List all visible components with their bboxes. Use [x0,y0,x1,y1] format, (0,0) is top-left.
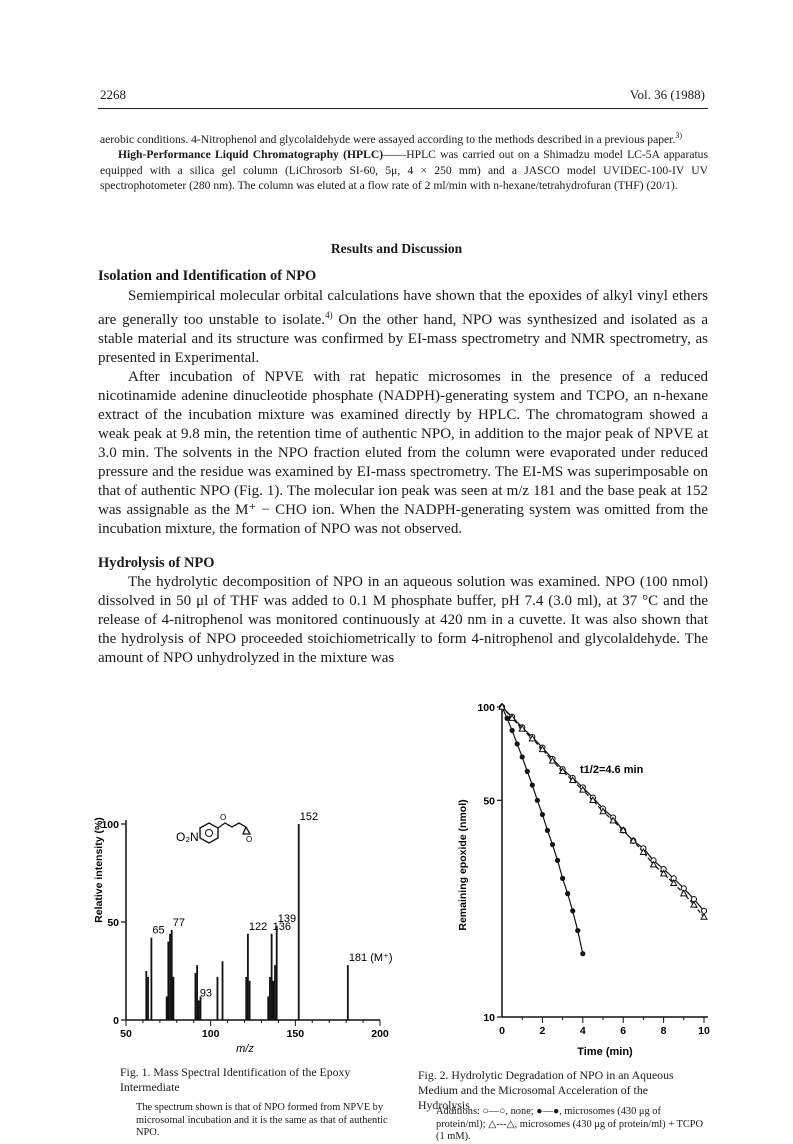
aromatic-circle [206,830,213,837]
fig2-point-filled [560,876,565,881]
citation-ref: 4) [325,310,333,320]
fig1-y-tick-label: 0 [113,1015,119,1027]
figure-2-degradation [440,695,730,1060]
fig2-point-filled [540,812,545,817]
fig2-x-tick-label: 10 [698,1025,710,1037]
fig2-series-line [502,707,583,954]
fig2-series [499,704,707,957]
epoxide-o: O [246,835,253,844]
fig2-point-filled [580,951,585,956]
ether-o: O [220,813,227,822]
fig1-x-tick-label: 150 [286,1028,305,1040]
fig2-y-axis-label: Remaining epoxide (nmol) [457,799,469,931]
fig2-caption: Fig. 2. Hydrolytic Degradation of NPO in an Aqueous Medium and the Microsomal Acceleration of the Hydrolysis [418,1068,674,1112]
fig2-note: Additions: ○—○, none; ●—●, microsomes (430 μg of protein/ml); △---△, microsomes (430 μg of protein/ml) + TCPO (1 mM). [436,1106,704,1142]
epoxide-chain [218,823,250,834]
hplc-paragraph [100,147,708,194]
page-number: 2268 [100,87,126,102]
fig2-y-tick-label: 50 [483,795,495,808]
fig1-caption: Fig. 1. Mass Spectral Identification of the Epoxy Intermediate [120,1065,351,1094]
fig1-peak-label: 93 [199,987,213,1000]
fig1-x-tick-label: 200 [371,1028,389,1040]
fig2-x-tick-label: 6 [620,1025,627,1037]
fig1-x-tick-label: 100 [201,1028,220,1040]
fig1-peak-label: 181 (M⁺) [348,952,393,965]
fig2-point-filled [510,728,515,733]
fig2-x-tick-label: 8 [660,1025,667,1037]
fig2-point-filled [570,908,575,913]
hplc-dash: —— [383,148,407,162]
isolation-paragraph-1 [98,287,708,368]
structure-nitro-label: O₂N [176,830,199,844]
fig2-y-tick-label: 100 [477,702,495,714]
fig1-peak-label: 65 [152,924,165,937]
fig2-point-filled [530,782,535,787]
fig1-peak-label: 152 [299,811,319,823]
citation-ref: 3) [675,131,682,140]
fig2-point-open [701,908,706,913]
figure-1-mass-spectrum [80,790,410,1060]
fig1-y-tick-label: 50 [107,917,119,929]
header-rule [98,108,708,109]
methods-continuation [100,128,708,194]
hplc-run-in-heading: High-Performance Liquid Chromatography (HPLC) [118,148,384,162]
journal-volume: Vol. 36 (1988) [629,87,705,102]
fig2-x-axis-label: Time (min) [577,1046,633,1058]
benzene-ring [200,823,218,843]
fig2-axes [477,702,710,1037]
fig2-x-tick-label: 4 [579,1025,586,1037]
section-heading-results: Results and Discussion [330,241,463,256]
npo-structure [176,813,252,844]
fig1-peak-label: 139 [277,912,297,925]
hplc-text: HPLC was carried out on a Shimadzu model LC-5A apparatus equipped with a silica gel column (LiChrosorb SI-60, 5μ, 4 × 250 mm) and a JASCO model UVIDEC-100-IV UV spectrophotometer (280 nm). The column was eluted at a flow rate of 2 ml/min with n-hexane/tetrahydrofuran (THF) (20/1). [100,148,708,193]
continued-text: aerobic conditions. 4-Nitrophenol and glycolaldehyde were assayed according to the methods described in a previous paper. [100,132,676,146]
fig2-point-filled [555,858,560,863]
fig2-point-filled [565,891,570,896]
fig1-y-axis-label: Relative intensity (%) [93,817,105,923]
fig2-point-filled [550,842,555,847]
fig2-y-tick-label: 10 [483,1012,495,1024]
hydrolysis-body [98,573,708,668]
isolation-body [98,287,708,539]
fig2-point-filled [545,828,550,833]
isolation-p1-text-cont: On the other hand, NPO was synthesized and isolated as a stable material and its structure was confirmed by EI-mass spectrometry and NMR spectrometry, as presented in Experimental. [98,312,709,366]
continued-paragraph [100,128,708,147]
fig2-point-filled [525,769,530,774]
isolation-paragraph-2: After incubation of NPVE with rat hepatic microsomes in the presence of a reduced nicotinamide adenine dinucleotide phosphate (NADPH)-generating system and TCPO, an n-hexane extract of the incubation mixture was examined directly by HPLC. The chromatogram showed a weak peak at 9.8 min, the retention time of authentic NPO, in addition to the major peak of NPVE at 3.0 min. The solvents in the NPO fraction eluted from the column were evaporated under reduced pressure and the residue was examined by EI-mass spectrometry. The EI-MS was superimposable on that of authentic NPO (Fig. 1). The molecular ion peak was seen at m/z 181 and the base peak at 152 was assignable as the M⁺ − CHO ion. When the NADPH-generating system was omitted from the incubation mixture, the formation of NPO was not observed. [98,369,708,537]
fig1-y-tick-label: 100 [101,819,119,831]
subsection-heading-hydrolysis: Hydrolysis of NPO [98,555,215,571]
fig2-point-filled [520,754,525,759]
isolation-p1-text: Semiempirical molecular orbital calculations have shown that the epoxides of alkyl vinyl ethers are generally too unstable to isolate. [98,288,708,328]
subsection-heading-isolation: Isolation and Identification of NPO [98,268,317,284]
fig2-x-tick-label: 0 [499,1025,505,1037]
fig1-x-tick-label: 50 [120,1028,132,1040]
fig2-point-filled [535,798,540,803]
fig1-x-axis-label: m/z [236,1043,254,1055]
fig1-axes [101,819,388,1040]
fig1-peak-label: 77 [172,916,185,929]
fig1-note: The spectrum shown is that of NPO formed from NPVE by microsomal incubation and it is the same as that of authentic NPO. [136,1102,388,1138]
fig1-peak-label: 122 [248,920,268,933]
half-life-label: t1/2=4.6 min [580,764,644,776]
fig1-peak-label: 136 [272,920,291,933]
fig2-point-filled [575,928,580,933]
fig2-point-filled [515,741,520,746]
hydrolysis-paragraph-1: The hydrolytic decomposition of NPO in an aqueous solution was examined. NPO (100 nmol) dissolved in 50 μl of THF was added to 0.1 M phosphate buffer, pH 7.4 (3.0 ml), at 37 °C and the release of 4-nitrophenol was monitored continuously at 420 nm in a cuvette. It was also shown that the hydrolysis of NPO proceeded stoichiometrically to form 4-nitrophenol and glycolaldehyde. The amount of NPO unhydrolyzed in the mixture was [98,574,708,666]
fig2-x-tick-label: 2 [539,1025,546,1037]
